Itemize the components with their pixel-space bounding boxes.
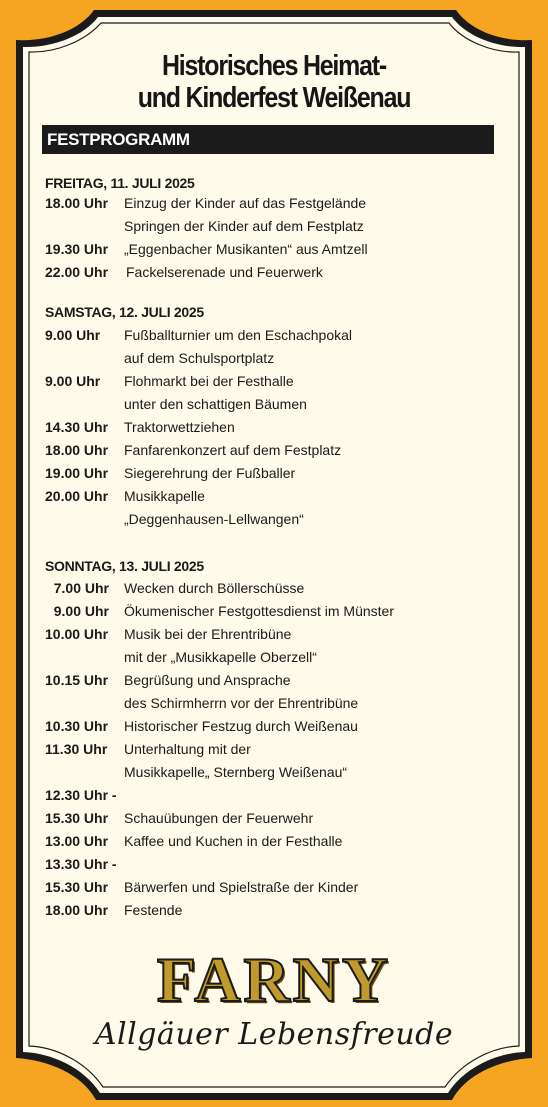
day-heading-saturday: SAMSTAG, 12. JULI 2025 [45,304,204,320]
schedule-time: 7.00 Uhr [53,580,109,596]
schedule-time: 19.30 Uhr [45,241,109,257]
schedule-event: Historischer Festzug durch Weißenau [124,718,358,734]
schedule-event: Kaffee und Kuchen in der Festhalle [124,833,343,849]
schedule-time: 12.30 Uhr - [45,787,117,803]
schedule-event: auf dem Schulsportplatz [124,350,275,366]
schedule-time: 11.30 Uhr [45,741,108,757]
title-line-1: Historisches Heimat- [161,50,387,82]
schedule-event: Fanfarenkonzert auf dem Festplatz [124,442,342,458]
farny-logo: FARNY [156,944,392,1015]
schedule-time: 14.30 Uhr [45,419,109,435]
farny-slogan: Allgäuer Lebensfreude [94,1017,454,1052]
schedule-time: 18.00 Uhr [45,195,109,211]
schedule-row [45,762,495,782]
schedule-event: Musikkapelle„ Sternberg Weißenau“ [124,764,348,780]
schedule-row [45,463,495,483]
title-line-2: und Kinderfest Weißenau [137,82,411,114]
schedule-time: 22.00 Uhr [45,264,109,280]
schedule-time: 10.30 Uhr [45,718,109,734]
schedule-row [45,601,495,621]
schedule-time: 10.00 Uhr [45,626,109,642]
schedule-row [45,348,495,368]
schedule-row [45,854,495,874]
schedule-row [45,239,495,259]
schedule-row [45,394,495,414]
schedule-time: 18.00 Uhr [45,902,109,918]
schedule-row [45,647,495,667]
schedule-event: Bärwerfen und Spielstraße der Kinder [124,879,359,895]
schedule-event: Fußballturnier um den Eschachpokal [124,327,353,343]
schedule-row [45,440,495,460]
schedule-event: „Eggenbacher Musikanten“ aus Amtzell [124,241,368,257]
schedule-time: 9.00 Uhr [45,327,101,343]
schedule-row [45,371,495,391]
schedule-event: Ökumenischer Festgottesdienst im Münster [124,603,394,619]
schedule-time: 19.00 Uhr [45,465,109,481]
schedule-row [45,877,495,897]
schedule-row [45,578,495,598]
schedule-row [45,716,495,736]
schedule-event: Einzug der Kinder auf das Festgelände [124,195,367,211]
schedule-row [45,739,495,759]
day-heading-friday: FREITAG, 11. JULI 2025 [45,175,195,191]
schedule-row [45,509,495,529]
schedule-time: 15.30 Uhr [45,879,109,895]
schedule-event: Siegerehrung der Fußballer [124,465,296,481]
schedule-event: Wecken durch Böllerschüsse [124,580,305,596]
schedule-row [45,193,495,213]
schedule-event: Musikkapelle [124,488,205,504]
schedule-event: „Deggenhausen-Lellwangen“ [124,511,304,527]
schedule-event: Begrüßung und Ansprache [124,672,291,688]
schedule-row [45,900,495,920]
schedule-row [45,216,495,236]
schedule-time: 9.00 Uhr [53,603,109,619]
schedule-event: mit der „Musikkapelle Oberzell“ [124,649,317,665]
schedule-time: 10.15 Uhr [45,672,109,688]
schedule-event: Springen der Kinder auf dem Festplatz [124,218,364,234]
schedule-event: Flohmarkt bei der Festhalle [124,373,294,389]
schedule-row [45,785,495,805]
schedule-event: Fackelserenade und Feuerwerk [126,264,323,280]
schedule-event: Festende [124,902,183,918]
schedule-event: Unterhaltung mit der [124,741,251,757]
schedule-row [45,808,495,828]
page-title [73,50,475,114]
schedule-row [45,417,495,437]
schedule-event: Schauübungen der Feuerwehr [124,810,314,826]
schedule-event: Musik bei der Ehrentribüne [124,626,292,642]
schedule-row [45,325,495,345]
schedule-time: 9.00 Uhr [45,373,101,389]
schedule-time: 15.30 Uhr [45,810,109,826]
schedule-time: 20.00 Uhr [45,488,109,504]
schedule-row [45,831,495,851]
program-banner: FESTPROGRAMM [42,125,494,154]
schedule-time: 13.00 Uhr [45,833,109,849]
schedule-time: 18.00 Uhr [45,442,109,458]
schedule-event: unter den schattigen Bäumen [124,396,307,412]
schedule-row [45,693,495,713]
schedule-event: des Schirmherrn vor der Ehrentribüne [124,695,359,711]
day-heading-sunday: SONNTAG, 13. JULI 2025 [45,558,204,574]
schedule-row [45,624,495,644]
schedule-row [45,262,495,282]
schedule-event: Traktorwettziehen [124,419,235,435]
schedule-row [45,670,495,690]
schedule-row [45,486,495,506]
schedule-time: 13.30 Uhr - [45,856,117,872]
